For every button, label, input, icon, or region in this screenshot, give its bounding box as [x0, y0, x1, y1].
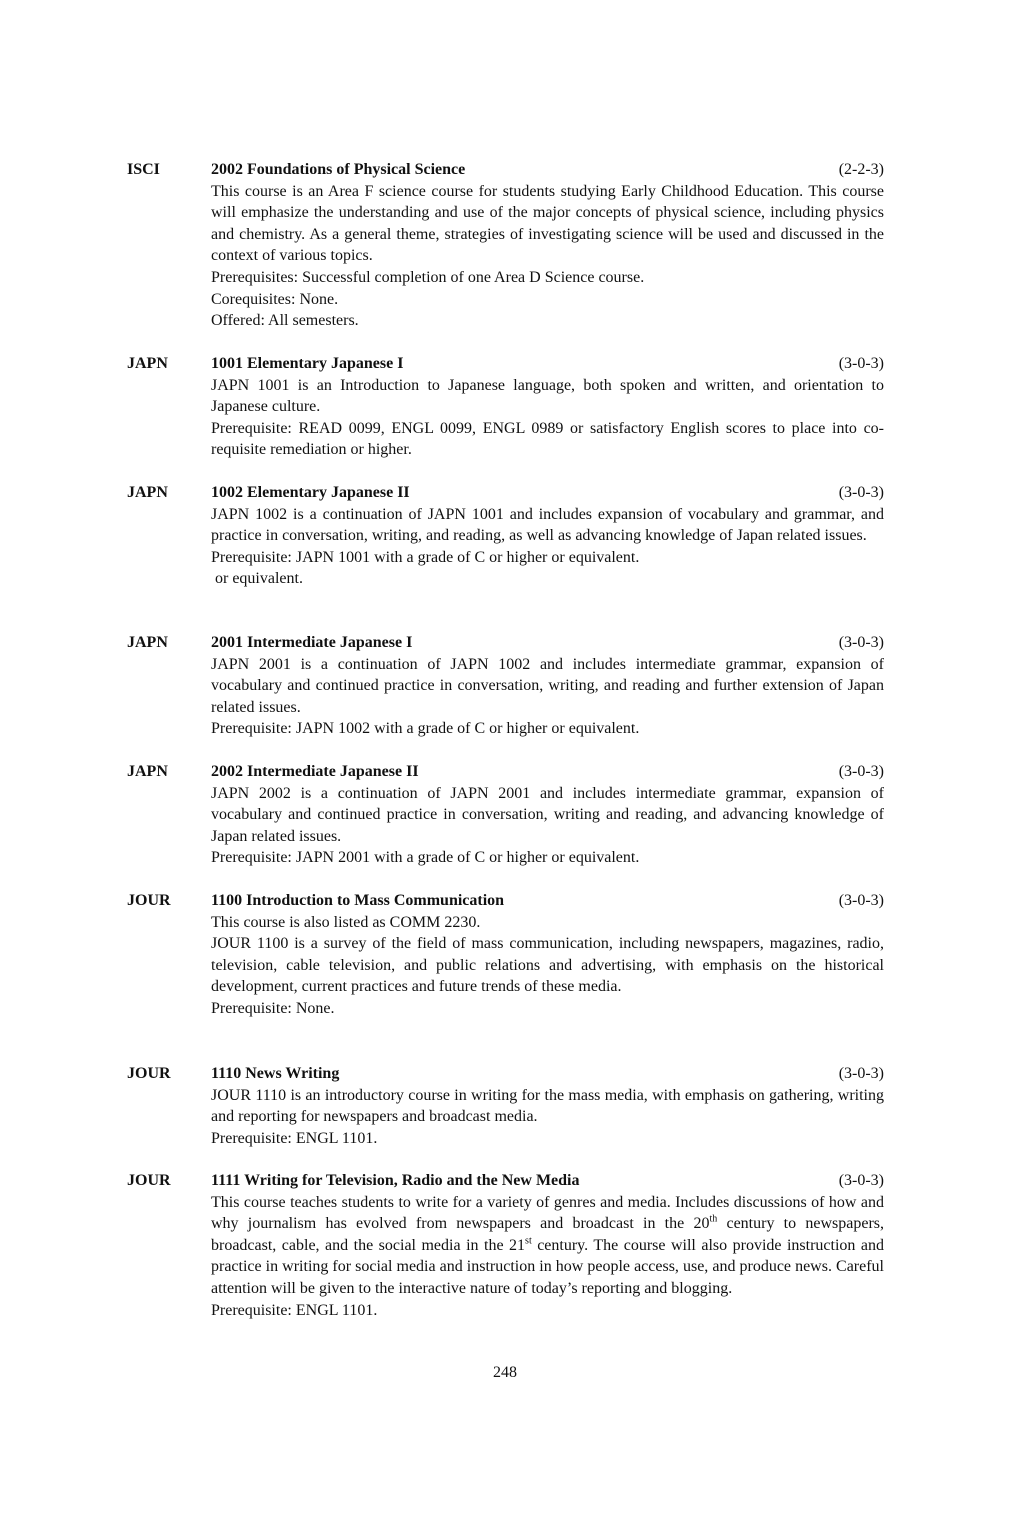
course-title: 2001 Intermediate Japanese I [211, 634, 413, 651]
course-header [127, 482, 884, 504]
course-description [211, 912, 884, 1020]
course-entry-japn-1002 [127, 482, 884, 590]
ordinal-suffix: st [525, 1235, 532, 1247]
course-subject: JAPN [127, 484, 168, 501]
course-title: 1002 Elementary Japanese II [211, 484, 410, 501]
course-prerequisites: Prerequisite: ENGL 1101. [211, 1129, 378, 1147]
course-credits: (3-0-3) [838, 763, 884, 780]
course-title: 2002 Intermediate Japanese II [211, 763, 419, 780]
course-subject: JOUR [127, 892, 171, 909]
paragraph-text: century to newspapers, broadcast, cable, and the social media in the 21 [211, 1215, 884, 1254]
course-description [211, 1192, 884, 1322]
course-credits: (3-0-3) [838, 634, 884, 651]
course-prerequisites: Prerequisite: JAPN 1002 with a grade of C or higher or equivalent. [211, 720, 640, 738]
course-title: 2002 Foundations of Physical Science [211, 161, 466, 178]
course-title: 1100 Introduction to Mass Communication [211, 892, 505, 909]
course-description [211, 375, 884, 461]
course-paragraph: This course is an Area F science course for students studying Early Childhood Education. This course will emphasize the understanding and use of the major concepts of physical science, including physics and chemistry. As a general theme, strategies of investigating science will be used and discussed in the context of various topics. [211, 182, 884, 265]
course-prerequisites: Prerequisites: Successful completion of one Area D Science course. [211, 268, 645, 286]
course-credits: (3-0-3) [838, 1065, 884, 1082]
course-subject: JOUR [127, 1065, 171, 1082]
course-paragraph [211, 1192, 884, 1300]
course-subject: JOUR [127, 1172, 171, 1189]
course-title: 1110 News Writing [211, 1065, 340, 1082]
course-entry-japn-2002 [127, 761, 884, 869]
course-paragraph: JAPN 2002 is a continuation of JAPN 2001 and includes intermediate grammar, expansion of vocabulary and continued practice in conversation, writing and reading, and advancing knowledge of Japan related issues. [211, 784, 884, 845]
course-prerequisites: Prerequisite: READ 0099, ENGL 0099, ENGL 0989 or satisfactory English scores to place into co-requisite remediation or higher. [211, 419, 884, 459]
course-header [127, 761, 884, 783]
course-prerequisites: Prerequisite: None. [211, 999, 335, 1017]
course-header [127, 159, 884, 181]
course-description [211, 1085, 884, 1150]
course-cross-listing: This course is also listed as COMM 2230. [211, 913, 481, 931]
course-prerequisites: Prerequisite: JAPN 1001 with a grade of C or higher or equivalent. [211, 548, 640, 566]
course-header [127, 1063, 884, 1085]
course-prerequisites: Prerequisite: ENGL 1101. [211, 1301, 378, 1319]
course-paragraph: JOUR 1110 is an introductory course in writing for the mass media, with emphasis on gathering, writing and reporting for newspapers and broadcast media. [211, 1086, 884, 1126]
course-description [211, 783, 884, 869]
course-header [127, 353, 884, 375]
course-entry-japn-1001 [127, 353, 884, 461]
course-description [211, 654, 884, 740]
course-entry-jour-1111 [127, 1170, 884, 1321]
course-credits: (3-0-3) [838, 892, 884, 909]
ordinal-suffix: th [709, 1213, 718, 1225]
course-prerequisites: Prerequisite: JAPN 2001 with a grade of C or higher or equivalent. [211, 849, 640, 867]
course-credits: (3-0-3) [838, 1172, 884, 1189]
course-title: 1001 Elementary Japanese I [211, 355, 404, 372]
course-title: 1111 Writing for Television, Radio and the New Media [211, 1172, 580, 1189]
course-subject: JAPN [127, 355, 168, 372]
page-number: 248 [493, 1364, 517, 1381]
course-credits: (2-2-3) [838, 161, 884, 178]
course-note: or equivalent. [211, 570, 303, 588]
course-corequisites: Corequisites: None. [211, 290, 339, 308]
course-header [127, 632, 884, 654]
course-offered: Offered: All semesters. [211, 312, 359, 330]
course-entry-jour-1110 [127, 1063, 884, 1149]
course-description [211, 504, 884, 590]
course-entry-japn-2001 [127, 632, 884, 740]
course-paragraph: JOUR 1100 is a survey of the field of mass communication, including newspapers, magazines, radio, television, cable television, and public relations and advertising, with emphasis on the historical development, current practices and future trends of these media. [211, 935, 884, 996]
paragraph-text: This course teaches students to write for a variety of genres and media. Includes discussions of how and why journalism has evolved from newspapers and broadcast in the 20 [211, 1193, 884, 1233]
course-subject: JAPN [127, 634, 168, 651]
course-subject: JAPN [127, 763, 168, 780]
course-header [127, 890, 884, 912]
course-paragraph: JAPN 2001 is a continuation of JAPN 1002 and includes intermediate grammar, expansion of vocabulary and continued practice in conversation, writing, and reading and further extension of Japan related issues. [211, 655, 884, 716]
course-credits: (3-0-3) [838, 484, 884, 501]
paragraph-text: century. The course will also provide instruction and practice in writing for social media and instruction in how people access, use, and produce news. Careful attention will be given to the interactive nature of today’s reporting and blogging. [211, 1236, 885, 1297]
course-paragraph: JAPN 1002 is a continuation of JAPN 1001 and includes expansion of vocabulary and grammar, and practice in conversation, writing, and reading, as well as advancing knowledge of Japan related issues. [211, 505, 884, 545]
course-paragraph: JAPN 1001 is an Introduction to Japanese language, both spoken and written, and orientation to Japanese culture. [211, 376, 884, 416]
course-description [211, 181, 884, 332]
course-credits: (3-0-3) [838, 355, 884, 372]
course-header [127, 1170, 884, 1192]
course-entry-isci-2002 [127, 159, 884, 332]
course-subject: ISCI [127, 161, 160, 178]
course-entry-jour-1100 [127, 890, 884, 1020]
